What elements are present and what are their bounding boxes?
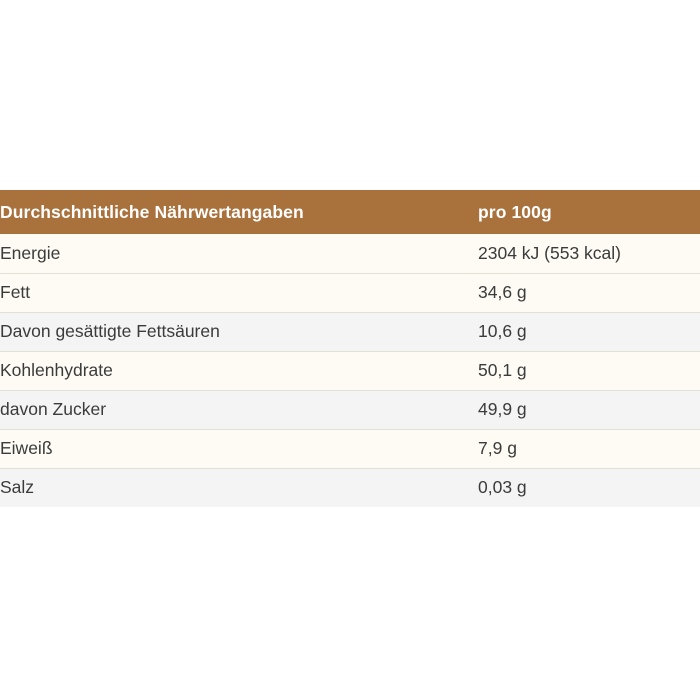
table-body bbox=[0, 234, 700, 507]
row-label: Fett bbox=[0, 273, 478, 312]
row-value: 7,9 g bbox=[478, 429, 700, 468]
row-label: Energie bbox=[0, 234, 478, 273]
table-row bbox=[0, 351, 700, 390]
row-label: Davon gesättigte Fettsäuren bbox=[0, 312, 478, 351]
row-label: Salz bbox=[0, 477, 35, 498]
row-value: 34,6 g bbox=[478, 273, 700, 312]
table-header-row bbox=[0, 190, 700, 234]
row-value: 49,9 g bbox=[478, 390, 700, 429]
table-row bbox=[0, 273, 700, 312]
row-label: Eiweiß bbox=[0, 429, 478, 468]
row-value: 10,6 g bbox=[478, 312, 700, 351]
row-label: Kohlenhydrate bbox=[0, 351, 478, 390]
header-value-cell: pro 100g bbox=[478, 201, 552, 222]
table-row bbox=[0, 390, 700, 429]
table-header bbox=[0, 190, 700, 234]
table-row bbox=[0, 312, 700, 351]
nutrition-table bbox=[0, 190, 700, 507]
table-row bbox=[0, 468, 700, 507]
row-label: davon Zucker bbox=[0, 390, 478, 429]
row-value: 50,1 g bbox=[478, 351, 700, 390]
row-value: 0,03 g bbox=[478, 477, 527, 498]
table-row bbox=[0, 429, 700, 468]
table-row bbox=[0, 234, 700, 273]
header-label-cell: Durchschnittliche Nährwertangaben bbox=[0, 201, 304, 222]
row-value: 2304 kJ (553 kcal) bbox=[478, 234, 700, 273]
